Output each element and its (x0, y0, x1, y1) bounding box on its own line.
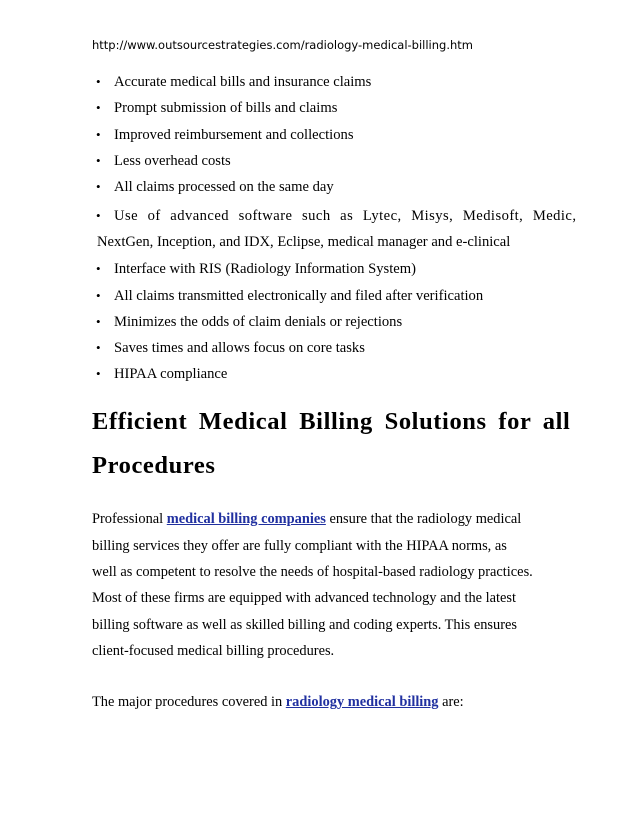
paragraph-line: client-focused medical billing procedures. (92, 643, 335, 659)
bullet-icon: • (96, 366, 101, 381)
paragraph-procedures-intro: The major procedures covered in radiology medical billing are: (92, 694, 464, 710)
list-item: • Use of advanced software such as Lytec, Misys, Medisoft, Medic, (96, 208, 577, 224)
list-item: • Interface with RIS (Radiology Information System) (96, 261, 416, 277)
paragraph-line: well as competent to resolve the needs of hospital-based radiology practices. (92, 564, 533, 580)
bullet-icon: • (96, 179, 101, 194)
bullet-icon: • (96, 288, 101, 303)
paragraph-line: billing services they offer are fully compliant with the HIPAA norms, as (92, 538, 507, 554)
bullet-icon: • (96, 314, 101, 329)
bullet-icon: • (96, 100, 101, 115)
bullet-icon: • (96, 153, 101, 168)
list-item: • All claims transmitted electronically and filed after verification (96, 288, 484, 304)
paragraph-line: billing software as well as skilled billing and coding experts. This ensures (92, 617, 517, 633)
bullet-icon: • (96, 340, 101, 355)
medical-billing-companies-link[interactable]: medical billing companies (166, 511, 326, 527)
bullet-icon: • (96, 208, 101, 223)
radiology-medical-billing-link[interactable]: radiology medical billing (285, 694, 439, 710)
list-item-continuation: NextGen, Inception, and IDX, Eclipse, medical manager and e-clinical (97, 234, 511, 250)
list-item: • HIPAA compliance (96, 366, 228, 382)
paragraph-line: Professional medical billing companies ensure that the radiology medical (92, 511, 522, 527)
list-item: • Improved reimbursement and collections (96, 127, 354, 143)
section-heading-line1: Efficient Medical Billing Solutions for all (92, 408, 571, 435)
bullet-icon: • (96, 261, 101, 276)
list-item: • Prompt submission of bills and claims (96, 100, 338, 116)
bullet-icon: • (96, 127, 101, 142)
bullet-icon: • (96, 74, 101, 89)
list-item: • All claims processed on the same day (96, 179, 334, 195)
page-url-header: http://www.outsourcestrategies.com/radiology-medical-billing.htm (92, 38, 473, 52)
list-item: • Accurate medical bills and insurance claims (96, 74, 372, 90)
section-heading-line2: Procedures (92, 452, 216, 479)
list-item: • Minimizes the odds of claim denials or rejections (96, 314, 403, 330)
list-item: • Less overhead costs (96, 153, 231, 169)
paragraph-line: Most of these firms are equipped with advanced technology and the latest (92, 590, 516, 606)
list-item: • Saves times and allows focus on core tasks (96, 340, 365, 356)
